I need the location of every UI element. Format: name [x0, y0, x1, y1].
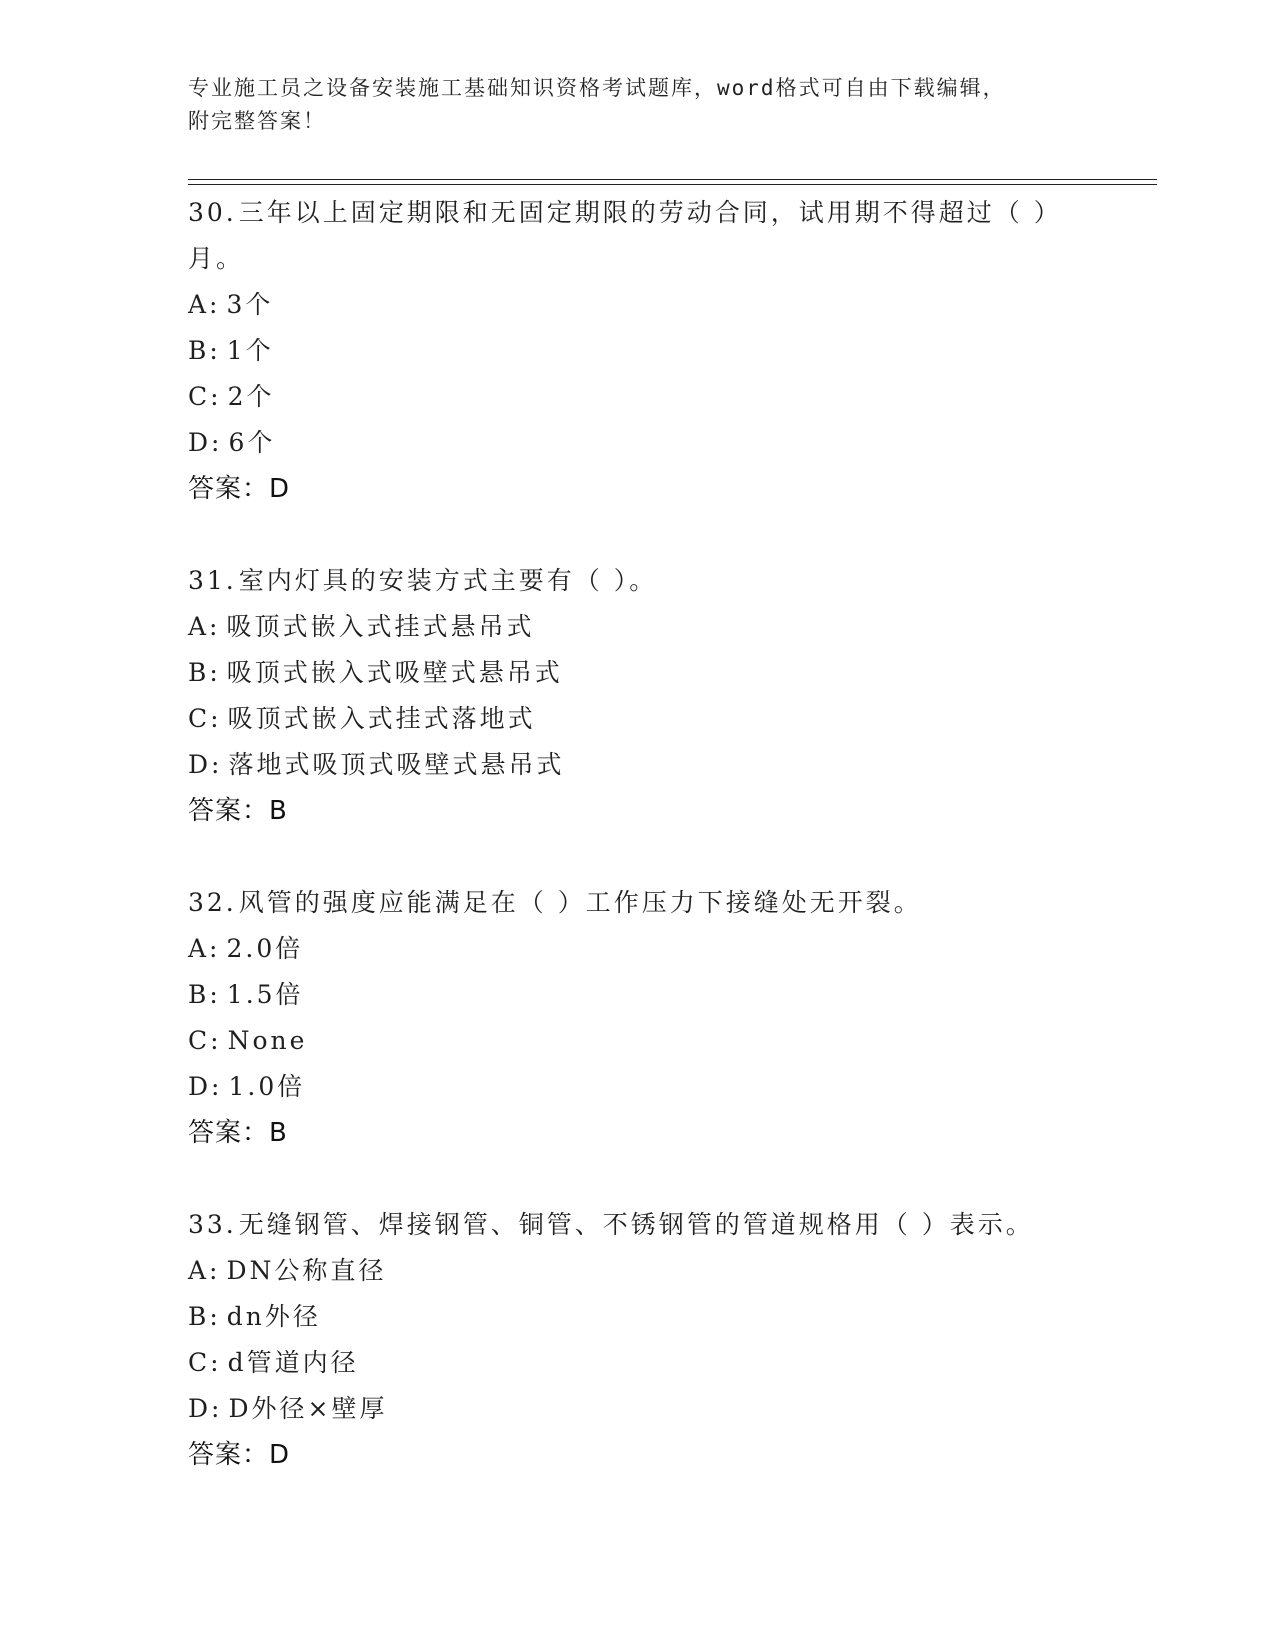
question-32 [188, 880, 1148, 1156]
question-text [188, 880, 1068, 926]
question-text [188, 1202, 1068, 1248]
option-text: 6个 [228, 428, 276, 457]
option-key: B: [188, 1302, 221, 1331]
header-line-2: 附完整答案！ [188, 109, 326, 133]
option-d [188, 1064, 1148, 1110]
option-a [188, 282, 1148, 328]
option-text: D外径×壁厚 [228, 1394, 388, 1423]
question-stem: 室内灯具的安装方式主要有（ ）。 [238, 566, 658, 595]
answer-line: 答案：D [188, 474, 291, 504]
option-text: 吸顶式嵌入式吸壁式悬吊式 [226, 658, 563, 687]
question-31 [188, 558, 1148, 834]
question-number: 33. [188, 1210, 237, 1239]
question-list [188, 190, 1148, 1524]
option-key: C: [188, 1348, 222, 1377]
question-33 [188, 1202, 1148, 1478]
answer-line: 答案：D [188, 1440, 291, 1470]
option-d [188, 1386, 1148, 1432]
question-text [188, 558, 1068, 604]
question-stem: 风管的强度应能满足在（ ）工作压力下接缝处无开裂。 [238, 888, 922, 917]
question-number: 32. [188, 888, 237, 917]
question-30 [188, 190, 1148, 512]
option-key: A: [188, 290, 221, 319]
option-a [188, 1248, 1148, 1294]
option-a [188, 926, 1148, 972]
option-text: 1.0倍 [228, 1072, 306, 1101]
option-key: C: [188, 382, 222, 411]
question-stem: 三年以上固定期限和无固定期限的劳动合同，试用期不得超过（ ）月。 [188, 198, 1062, 273]
option-key: B: [188, 980, 221, 1009]
option-text: 吸顶式嵌入式挂式悬吊式 [226, 612, 535, 641]
option-text: 落地式吸顶式吸壁式悬吊式 [228, 750, 565, 779]
option-key: B: [188, 658, 221, 687]
option-key: D: [188, 750, 223, 779]
question-number: 30. [188, 198, 237, 227]
option-c [188, 1018, 1148, 1064]
option-d [188, 742, 1148, 788]
question-number: 31. [188, 566, 237, 595]
answer-line: 答案：B [188, 796, 288, 826]
answer-line: 答案：B [188, 1118, 288, 1148]
option-text: 吸顶式嵌入式挂式落地式 [227, 704, 536, 733]
option-text: DN公称直径 [226, 1256, 387, 1285]
option-text: dn外径 [226, 1302, 321, 1331]
option-key: C: [188, 1026, 222, 1055]
option-text: 2.0倍 [226, 934, 304, 963]
option-c [188, 696, 1148, 742]
option-key: D: [188, 1072, 223, 1101]
option-b [188, 1294, 1148, 1340]
option-b [188, 328, 1148, 374]
option-d [188, 420, 1148, 466]
question-text [188, 190, 1068, 282]
header-line-1: 专业施工员之设备安装施工基础知识资格考试题库，word格式可自由下载编辑， [188, 76, 1006, 100]
option-text: 1个 [226, 336, 274, 365]
option-key: A: [188, 612, 221, 641]
option-b [188, 650, 1148, 696]
option-text: d管道内径 [227, 1348, 359, 1377]
header-divider-bottom [188, 184, 1157, 185]
option-text: None [227, 1026, 308, 1055]
option-key: C: [188, 704, 222, 733]
option-text: 1.5倍 [226, 980, 304, 1009]
option-text: 2个 [227, 382, 275, 411]
option-key: B: [188, 336, 221, 365]
option-key: D: [188, 428, 223, 457]
question-stem: 无缝钢管、焊接钢管、铜管、不锈钢管的管道规格用（ ）表示。 [238, 1210, 1034, 1239]
option-key: A: [188, 934, 221, 963]
option-b [188, 972, 1148, 1018]
option-c [188, 374, 1148, 420]
option-text: 3个 [226, 290, 274, 319]
option-key: D: [188, 1394, 223, 1423]
option-c [188, 1340, 1148, 1386]
option-a [188, 604, 1148, 650]
header-divider-top [188, 179, 1157, 180]
document-header [188, 72, 1088, 138]
option-key: A: [188, 1256, 221, 1285]
